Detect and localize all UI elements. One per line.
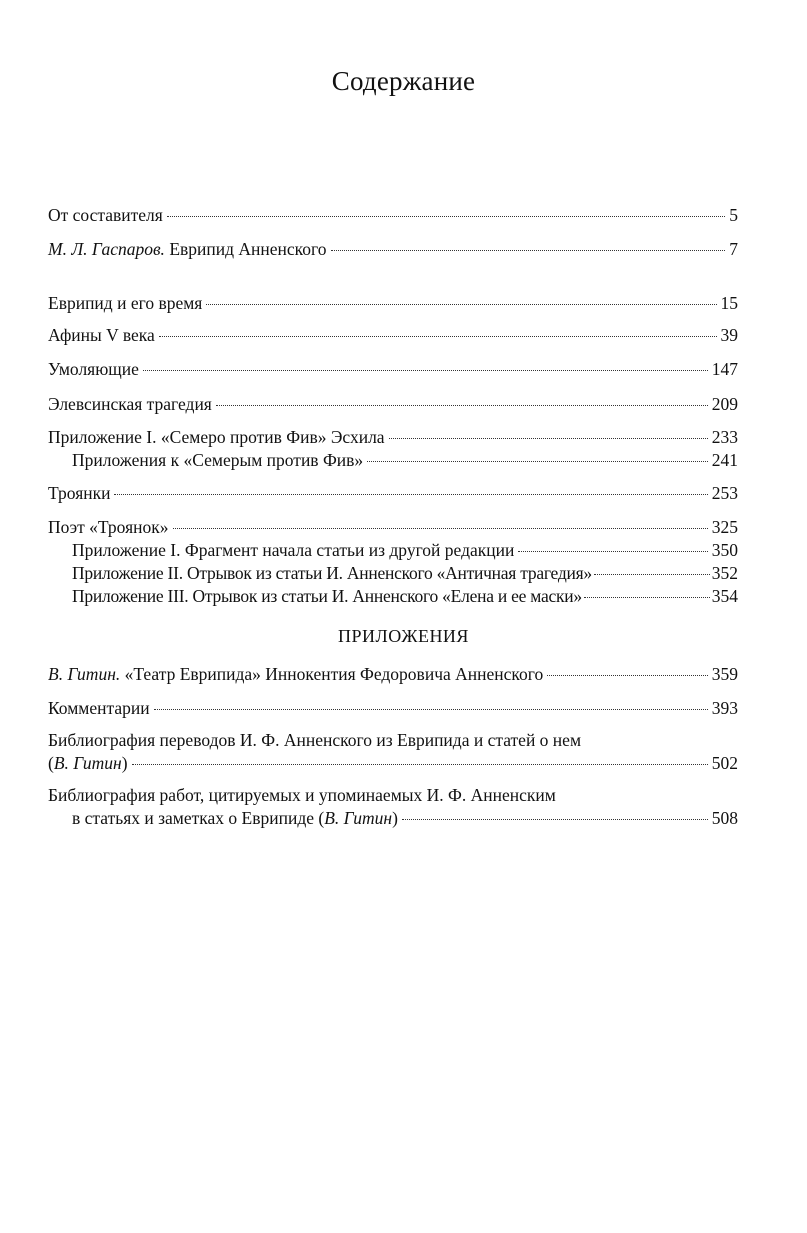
dot-leader [216, 405, 708, 406]
toc-entry-page: 233 [711, 427, 738, 447]
toc-entry-label: Умоляющие [48, 359, 139, 379]
paren-close: ) [392, 808, 398, 828]
toc-entry-page: 508 [711, 808, 738, 828]
toc-entry-author: В. Гитин. [48, 664, 121, 684]
toc-subentry[interactable] [72, 584, 738, 608]
toc-entry-label: Еврипид и его время [48, 293, 203, 313]
dot-leader [114, 494, 707, 495]
toc-entry[interactable] [48, 323, 738, 347]
toc-entry-page: 5 [729, 205, 738, 225]
dot-leader [367, 461, 708, 462]
toc-entry-page: 15 [720, 293, 738, 313]
paren-close: ) [121, 753, 128, 773]
dot-leader [159, 336, 717, 337]
toc-entry-label: Приложение III. Отрывок из статьи И. Анненского «Елена и ее маски» [72, 586, 582, 606]
toc-entry-label: Троянки [48, 483, 111, 503]
toc-entry-page: 393 [711, 698, 738, 718]
toc-entry-label [72, 806, 398, 830]
dot-leader [143, 370, 708, 371]
toc-subentry[interactable] [72, 448, 738, 472]
toc-entry-author: В. Гитин [324, 808, 393, 828]
toc-entry-page: 147 [711, 359, 738, 379]
toc-entry-page: 352 [711, 563, 738, 583]
toc-entry-page: 39 [720, 325, 738, 345]
toc-entry-first-line[interactable]: Библиография переводов И. Ф. Анненского из Еврипида и статей о нем [48, 730, 582, 750]
dot-leader [594, 574, 710, 575]
toc-entry-page: 359 [711, 664, 738, 684]
paren-open: ( [48, 753, 54, 773]
dot-leader [132, 764, 708, 765]
dot-leader [584, 597, 710, 598]
toc-entry-title: «Театр Еврипида» Иннокентия Федоровича Анненского [124, 664, 544, 684]
toc-entry-label: Афины V века [48, 325, 155, 345]
toc-entry-page: 502 [711, 753, 738, 773]
dot-leader [154, 709, 708, 710]
toc-entry-label: Приложения к «Семерым против Фив» [72, 450, 364, 470]
toc-entry[interactable] [48, 237, 738, 261]
toc-entry[interactable] [48, 515, 738, 539]
toc-entry-label: Приложение I. «Семеро против Фив» Эсхила [48, 427, 385, 447]
dot-leader [389, 438, 708, 439]
toc-entry-label: Комментарии [48, 698, 150, 718]
toc-entry-author: В. Гитин [53, 753, 122, 773]
appendix-heading: ПРИЛОЖЕНИЯ [338, 626, 469, 646]
dot-leader [402, 819, 708, 820]
toc-entry-page: 253 [711, 483, 738, 503]
toc-entry-title: Еврипид Анненского [169, 239, 327, 259]
toc-entry-page: 350 [711, 540, 738, 560]
dot-leader [206, 304, 716, 305]
dot-leader [331, 250, 726, 251]
toc-entry-label: Элевсинская трагедия [48, 394, 212, 414]
toc-subentry[interactable] [72, 538, 738, 562]
toc-entry[interactable] [48, 662, 738, 686]
toc-entry[interactable] [48, 392, 738, 416]
toc-entry-page: 7 [729, 239, 738, 259]
toc-entry-label: Поэт «Троянок» [48, 517, 169, 537]
toc-entry-label [48, 237, 327, 261]
toc-entry[interactable] [48, 751, 738, 775]
dot-leader [547, 675, 707, 676]
toc-entry-author: М. Л. Гаспаров. [48, 239, 165, 259]
dot-leader [167, 216, 725, 217]
toc-entry[interactable] [48, 481, 738, 505]
toc-entry-page: 354 [711, 586, 738, 606]
toc-entry[interactable] [48, 203, 738, 227]
toc-subentry[interactable] [72, 561, 738, 585]
toc-entry[interactable] [48, 357, 738, 381]
dot-leader [518, 551, 707, 552]
page-title: Содержание [331, 66, 476, 96]
toc-entry-page: 241 [711, 450, 738, 470]
toc-entry-page: 209 [711, 394, 738, 414]
toc-entry[interactable] [48, 425, 738, 449]
toc-entry[interactable] [72, 806, 738, 830]
toc-entry-first-line[interactable]: Библиография работ, цитируемых и упоминаемых И. Ф. Анненским [48, 785, 556, 805]
toc-entry-page: 325 [711, 517, 738, 537]
toc-entry-label: Приложение II. Отрывок из статьи И. Анненского «Античная трагедия» [72, 563, 592, 583]
toc-entry[interactable] [48, 696, 738, 720]
dot-leader [173, 528, 708, 529]
toc-entry-label [48, 751, 128, 775]
toc-entry[interactable] [48, 291, 738, 315]
toc-entry-label: Приложение I. Фрагмент начала статьи из другой редакции [72, 540, 515, 560]
toc-entry-label: От составителя [48, 205, 163, 225]
toc-entry-label [48, 662, 543, 686]
toc-entry-title: в статьях и заметках о Еврипиде ( [72, 808, 325, 828]
